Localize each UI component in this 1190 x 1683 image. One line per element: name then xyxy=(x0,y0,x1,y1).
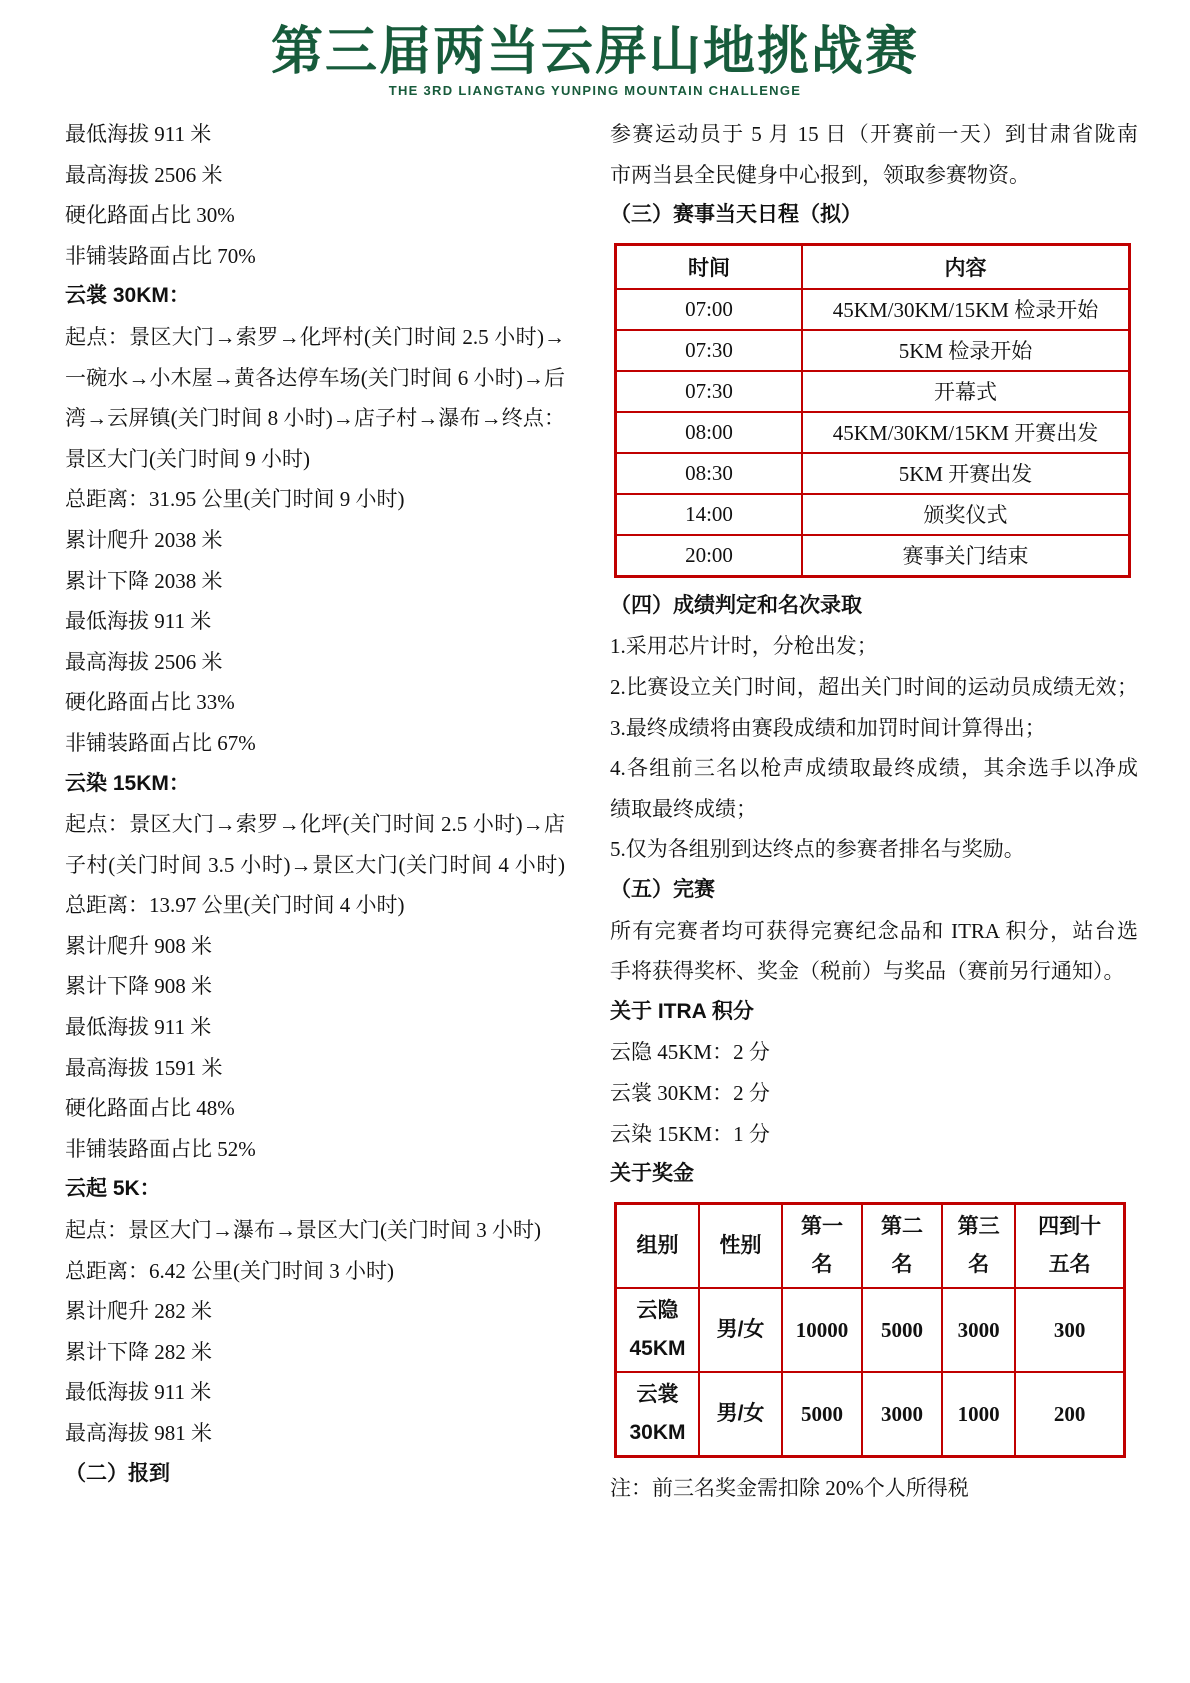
text-line: 2.比赛设立关门时间，超出关门时间的运动员成绩无效； xyxy=(610,674,1138,699)
itra-points-list xyxy=(610,1032,1138,1154)
prize-table xyxy=(614,1202,1126,1458)
section-heading-schedule: （三）赛事当天日程（拟） xyxy=(610,203,862,227)
prize-header-line2: 五名 xyxy=(1048,1252,1091,1276)
text-line: 总距离：31.95 公里(关门时间 9 小时) xyxy=(65,487,405,512)
text-line: 非铺装路面占比 70% xyxy=(65,243,256,268)
prize-group-distance: 45KM xyxy=(629,1336,686,1360)
prize-header-line1: 四到十 xyxy=(1038,1214,1102,1238)
prize-group-name: 云裳 xyxy=(636,1382,679,1406)
prize-header-cell xyxy=(699,1203,782,1288)
text-line: 累计爬升 908 米 xyxy=(65,933,212,958)
schedule-header-time: 时间 xyxy=(616,244,803,289)
text-line: 最低海拔 911 米 xyxy=(65,1380,212,1405)
text-line: 硬化路面占比 33% xyxy=(65,690,235,715)
schedule-row xyxy=(616,535,1130,577)
document-header xyxy=(0,0,1190,98)
section-heading-finish: （五）完赛 xyxy=(610,877,715,901)
schedule-time-cell: 08:00 xyxy=(616,412,803,453)
prize-header-line2: 名 xyxy=(811,1252,833,1276)
text-line: 手将获得奖杯、奖金（税前）与奖品（赛前另行通知）。 xyxy=(610,959,1125,984)
text-line: 硬化路面占比 48% xyxy=(65,1096,235,1121)
text-line: （二）报到 xyxy=(65,1461,170,1485)
text-line: 所有完赛者均可获得完赛纪念品和 ITRA 积分，站台选 xyxy=(610,918,1138,943)
prize-fourth-cell: 300 xyxy=(1015,1288,1124,1372)
schedule-row xyxy=(616,371,1130,412)
section-heading-itra: 关于 ITRA 积分 xyxy=(610,999,754,1023)
text-line: 云染 15KM： xyxy=(65,771,190,795)
prize-header-line1: 组别 xyxy=(636,1233,679,1257)
text-line: 最低海拔 911 米 xyxy=(65,122,212,146)
text-line: 云裳 30KM：2 分 xyxy=(610,1080,770,1105)
text-line: 子村(关门时间 3.5 小时)→景区大门(关门时间 4 小时) xyxy=(65,852,565,877)
text-line: 最高海拔 2506 米 xyxy=(65,649,223,674)
page-subtitle: THE 3RD LIANGTANG YUNPING MOUNTAIN CHALLENGE xyxy=(388,83,802,98)
schedule-content-cell: 45KM/30KM/15KM 开赛出发 xyxy=(802,412,1130,453)
text-line: 非铺装路面占比 52% xyxy=(65,1136,256,1161)
prize-header-line1: 第一 xyxy=(801,1214,843,1238)
prize-gender-cell: 男/女 xyxy=(699,1288,782,1372)
schedule-content-cell: 赛事关门结束 xyxy=(802,535,1130,577)
text-line: 累计下降 908 米 xyxy=(65,974,212,999)
text-line: 累计下降 282 米 xyxy=(65,1339,212,1364)
text-line: 云隐 45KM：2 分 xyxy=(610,1040,770,1065)
schedule-header-row xyxy=(616,244,1130,289)
text-line: 最低海拔 911 米 xyxy=(65,609,212,634)
text-line: 总距离：6.42 公里(关门时间 3 小时) xyxy=(65,1258,394,1283)
prize-gender-cell: 男/女 xyxy=(699,1372,782,1457)
text-line: 4.各组前三名以枪声成绩取最终成绩，其余选手以净成 xyxy=(610,756,1138,781)
text-line: 云裳 30KM： xyxy=(65,284,190,308)
document-body xyxy=(0,98,1190,1508)
prize-row xyxy=(616,1372,1125,1457)
prize-header-cell xyxy=(862,1203,942,1288)
text-line: 起点：景区大门→瀑布→景区大门(关门时间 3 小时) xyxy=(65,1218,541,1243)
text-line: 最高海拔 1591 米 xyxy=(65,1055,223,1080)
schedule-content-cell: 5KM 开赛出发 xyxy=(802,453,1130,494)
text-line: 最高海拔 981 米 xyxy=(65,1421,212,1445)
prize-group-distance: 30KM xyxy=(629,1420,686,1444)
text-line: 累计爬升 282 米 xyxy=(65,1299,212,1324)
section-heading-prize: 关于奖金 xyxy=(610,1162,694,1186)
prize-group-cell xyxy=(616,1372,700,1457)
text-line: 绩取最终成绩； xyxy=(610,796,757,821)
prize-header-cell xyxy=(1015,1203,1124,1288)
schedule-row xyxy=(616,453,1130,494)
text-line: 一碗水→小木屋→黄各达停车场(关门时间 6 小时)→后 xyxy=(65,365,565,390)
text-line: 5.仅为各组别到达终点的参赛者排名与奖励。 xyxy=(610,837,1025,862)
text-line: 起点：景区大门→索罗→化坪(关门时间 2.5 小时)→店 xyxy=(65,812,565,837)
prize-header-cell xyxy=(616,1203,700,1288)
schedule-header-content: 内容 xyxy=(802,244,1130,289)
prize-second-cell: 5000 xyxy=(862,1288,942,1372)
text-line: 云染 15KM：1 分 xyxy=(610,1121,770,1146)
schedule-row xyxy=(616,412,1130,453)
text-line: 起点：景区大门→索罗→化坪村(关门时间 2.5 小时)→ xyxy=(65,324,565,349)
prize-header-line1: 第三 xyxy=(957,1214,1000,1238)
schedule-content-cell: 5KM 检录开始 xyxy=(802,330,1130,371)
schedule-time-cell: 07:30 xyxy=(616,371,803,412)
prize-note: 注：前三名奖金需扣除 20%个人所得税 xyxy=(610,1475,969,1500)
prize-group-name: 云隐 xyxy=(636,1298,679,1322)
finish-paragraph xyxy=(610,911,1138,992)
schedule-time-cell: 14:00 xyxy=(616,494,803,535)
schedule-table xyxy=(614,243,1131,578)
text-line: 累计爬升 2038 米 xyxy=(65,527,223,552)
text-line: 市两当县全民健身中心报到，领取参赛物资。 xyxy=(610,162,1030,187)
text-line: 1.采用芯片计时，分枪出发； xyxy=(610,634,878,659)
schedule-time-cell: 20:00 xyxy=(616,535,803,577)
prize-row xyxy=(616,1288,1125,1372)
text-line: 湾→云屏镇(关门时间 8 小时)→店子村→瀑布→终点： xyxy=(65,406,565,431)
prize-header-line2: 名 xyxy=(968,1252,990,1276)
prize-header-line1: 性别 xyxy=(719,1233,762,1257)
text-line: 最高海拔 2506 米 xyxy=(65,162,223,187)
prize-header-row xyxy=(616,1203,1125,1288)
schedule-content-cell: 开幕式 xyxy=(802,371,1130,412)
text-line: 最低海拔 911 米 xyxy=(65,1015,212,1040)
schedule-row xyxy=(616,330,1130,371)
schedule-time-cell: 08:30 xyxy=(616,453,803,494)
text-line: 总距离：13.97 公里(关门时间 4 小时) xyxy=(65,893,405,918)
text-line: 参赛运动员于 5 月 15 日（开赛前一天）到甘肃省陇南 xyxy=(610,122,1138,146)
text-line: 硬化路面占比 30% xyxy=(65,203,235,228)
prize-header-cell xyxy=(942,1203,1015,1288)
page-title: 第三届两当云屏山地挑战赛 xyxy=(270,23,919,81)
prize-header-cell xyxy=(782,1203,862,1288)
schedule-content-cell: 45KM/30KM/15KM 检录开始 xyxy=(802,289,1130,330)
text-line: 非铺装路面占比 67% xyxy=(65,730,256,755)
prize-second-cell: 3000 xyxy=(862,1372,942,1457)
schedule-row xyxy=(616,289,1130,330)
prize-third-cell: 1000 xyxy=(942,1372,1015,1457)
schedule-time-cell: 07:00 xyxy=(616,289,803,330)
text-line: 3.最终成绩将由赛段成绩和加罚时间计算得出； xyxy=(610,715,1046,740)
section-heading-results: （四）成绩判定和名次录取 xyxy=(610,593,862,617)
text-line: 云起 5K： xyxy=(65,1177,161,1201)
schedule-row xyxy=(616,494,1130,535)
prize-header-line1: 第二 xyxy=(881,1214,923,1238)
prize-first-cell: 5000 xyxy=(782,1372,862,1457)
results-rules-list xyxy=(610,626,1138,870)
right-column xyxy=(610,114,1138,1508)
schedule-time-cell: 07:30 xyxy=(616,330,803,371)
prize-group-cell xyxy=(616,1288,700,1372)
schedule-content-cell: 颁奖仪式 xyxy=(802,494,1130,535)
checkin-paragraph xyxy=(610,114,1138,195)
text-line: 景区大门(关门时间 9 小时) xyxy=(65,446,310,471)
prize-third-cell: 3000 xyxy=(942,1288,1015,1372)
prize-first-cell: 10000 xyxy=(782,1288,862,1372)
prize-header-line2: 名 xyxy=(891,1252,913,1276)
prize-fourth-cell: 200 xyxy=(1015,1372,1124,1457)
left-column xyxy=(65,114,565,1494)
text-line: 累计下降 2038 米 xyxy=(65,568,223,593)
